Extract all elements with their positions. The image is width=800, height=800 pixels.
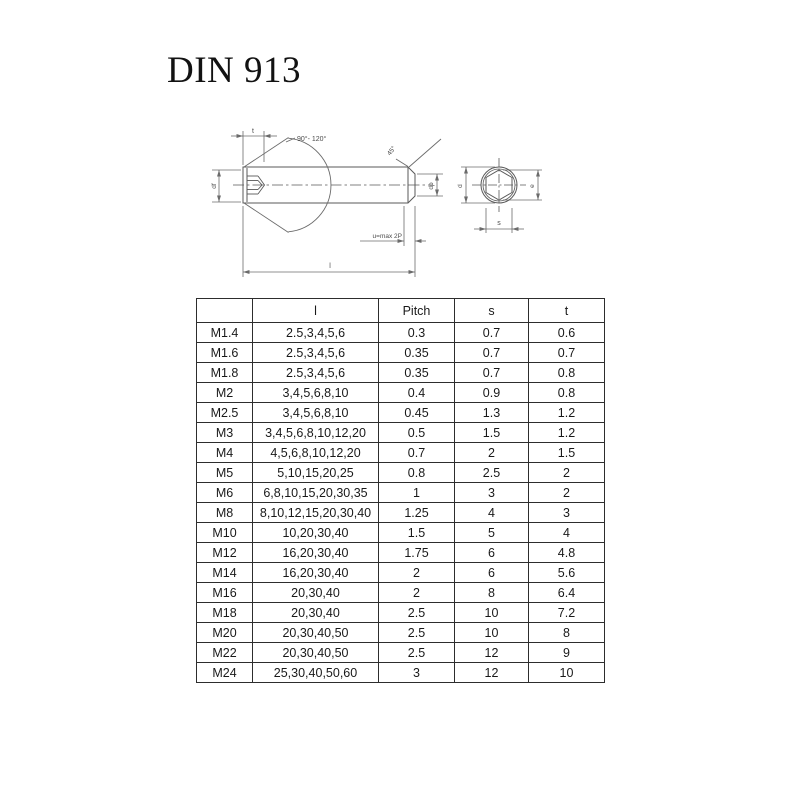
table-row <box>197 343 605 363</box>
cell-t: 0.8 <box>529 363 605 383</box>
cell-t: 3 <box>529 503 605 523</box>
cell-l: 3,4,5,6,8,10,12,20 <box>253 423 379 443</box>
header-pitch: Pitch <box>379 299 455 323</box>
table-row <box>197 583 605 603</box>
cell-s: 2 <box>455 443 529 463</box>
cell-size: M2.5 <box>197 403 253 423</box>
cell-l: 8,10,12,15,20,30,40 <box>253 503 379 523</box>
header-s: s <box>455 299 529 323</box>
chamfer-angle-label: 45° <box>386 145 398 158</box>
table-row <box>197 383 605 403</box>
cell-pitch: 1.75 <box>379 543 455 563</box>
cell-s: 0.7 <box>455 343 529 363</box>
table-row <box>197 603 605 623</box>
cell-size: M22 <box>197 643 253 663</box>
cell-s: 12 <box>455 663 529 683</box>
cell-t: 5.6 <box>529 563 605 583</box>
key-size-label: s <box>497 220 501 227</box>
cell-pitch: 0.5 <box>379 423 455 443</box>
table-row <box>197 563 605 583</box>
cell-t: 10 <box>529 663 605 683</box>
cell-t: 0.8 <box>529 383 605 403</box>
cell-size: M12 <box>197 543 253 563</box>
cell-s: 6 <box>455 543 529 563</box>
cell-l: 5,10,15,20,25 <box>253 463 379 483</box>
cell-l: 20,30,40 <box>253 583 379 603</box>
cell-pitch: 0.35 <box>379 343 455 363</box>
cell-t: 1.2 <box>529 403 605 423</box>
cell-l: 16,20,30,40 <box>253 563 379 583</box>
table-row <box>197 483 605 503</box>
cell-s: 0.7 <box>455 323 529 343</box>
cell-s: 0.7 <box>455 363 529 383</box>
cell-t: 2 <box>529 483 605 503</box>
cell-pitch: 2.5 <box>379 603 455 623</box>
cone-angle-label: 90°- 120° <box>297 136 327 143</box>
cell-pitch: 0.4 <box>379 383 455 403</box>
cell-l: 2.5,3,4,5,6 <box>253 323 379 343</box>
cell-size: M5 <box>197 463 253 483</box>
cell-s: 10 <box>455 623 529 643</box>
cell-l: 16,20,30,40 <box>253 543 379 563</box>
socket-diameter-label: df <box>211 183 218 189</box>
cell-pitch: 2 <box>379 583 455 603</box>
cell-s: 4 <box>455 503 529 523</box>
table-row <box>197 623 605 643</box>
cell-t: 6.4 <box>529 583 605 603</box>
header-size <box>197 299 253 323</box>
cell-size: M1.6 <box>197 343 253 363</box>
cell-l: 6,8,10,15,20,30,35 <box>253 483 379 503</box>
cell-l: 20,30,40,50 <box>253 643 379 663</box>
page-title: DIN 913 <box>167 50 302 91</box>
cell-s: 0.9 <box>455 383 529 403</box>
cell-pitch: 2 <box>379 563 455 583</box>
cell-size: M24 <box>197 663 253 683</box>
cell-s: 6 <box>455 563 529 583</box>
cell-l: 20,30,40 <box>253 603 379 623</box>
cell-size: M8 <box>197 503 253 523</box>
cell-size: M10 <box>197 523 253 543</box>
table-row <box>197 663 605 683</box>
cell-l: 3,4,5,6,8,10 <box>253 403 379 423</box>
table-row <box>197 323 605 343</box>
cell-t: 8 <box>529 623 605 643</box>
dimension-lines <box>212 131 542 277</box>
cell-size: M20 <box>197 623 253 643</box>
cell-pitch: 0.3 <box>379 323 455 343</box>
cell-size: M16 <box>197 583 253 603</box>
cell-s: 8 <box>455 583 529 603</box>
cell-pitch: 1.25 <box>379 503 455 523</box>
length-label: l <box>329 263 331 270</box>
cell-l: 2.5,3,4,5,6 <box>253 363 379 383</box>
header-t: t <box>529 299 605 323</box>
cell-s: 3 <box>455 483 529 503</box>
cell-l: 25,30,40,50,60 <box>253 663 379 683</box>
cell-s: 1.5 <box>455 423 529 443</box>
cell-l: 3,4,5,6,8,10 <box>253 383 379 403</box>
cell-t: 2 <box>529 463 605 483</box>
cell-l: 10,20,30,40 <box>253 523 379 543</box>
table-row <box>197 403 605 423</box>
cell-t: 7.2 <box>529 603 605 623</box>
cell-t: 0.7 <box>529 343 605 363</box>
socket-depth-label: t <box>252 128 254 135</box>
cell-pitch: 1 <box>379 483 455 503</box>
corner-width-label: e <box>529 184 536 188</box>
chamfer-angle-annotation <box>396 139 441 167</box>
cell-s: 1.3 <box>455 403 529 423</box>
cell-pitch: 2.5 <box>379 623 455 643</box>
cell-l: 20,30,40,50 <box>253 623 379 643</box>
table-row <box>197 543 605 563</box>
set-screw-side-view <box>233 167 433 203</box>
table-row <box>197 423 605 443</box>
cell-l: 4,5,6,8,10,12,20 <box>253 443 379 463</box>
cell-pitch: 0.45 <box>379 403 455 423</box>
cell-pitch: 0.8 <box>379 463 455 483</box>
cell-size: M4 <box>197 443 253 463</box>
cell-t: 0.6 <box>529 323 605 343</box>
cell-s: 2.5 <box>455 463 529 483</box>
table-row <box>197 363 605 383</box>
cell-s: 12 <box>455 643 529 663</box>
set-screw-end-view <box>472 158 526 212</box>
cell-t: 9 <box>529 643 605 663</box>
table-row <box>197 463 605 483</box>
cell-size: M3 <box>197 423 253 443</box>
point-diameter-label: dp <box>428 182 435 190</box>
cell-s: 5 <box>455 523 529 543</box>
cell-t: 4.8 <box>529 543 605 563</box>
cell-size: M14 <box>197 563 253 583</box>
cell-size: M2 <box>197 383 253 403</box>
cell-size: M1.4 <box>197 323 253 343</box>
cell-size: M18 <box>197 603 253 623</box>
cell-pitch: 2.5 <box>379 643 455 663</box>
dimension-table-header <box>197 299 605 323</box>
cell-t: 4 <box>529 523 605 543</box>
table-row <box>197 443 605 463</box>
dimension-table-body <box>197 323 605 683</box>
dimension-table <box>196 298 605 683</box>
cell-pitch: 0.7 <box>379 443 455 463</box>
cell-pitch: 1.5 <box>379 523 455 543</box>
cell-s: 10 <box>455 603 529 623</box>
table-row <box>197 523 605 543</box>
thread-diameter-label: d <box>457 184 464 188</box>
cell-size: M1.8 <box>197 363 253 383</box>
cell-t: 1.2 <box>529 423 605 443</box>
table-row <box>197 503 605 523</box>
table-row <box>197 643 605 663</box>
cell-pitch: 3 <box>379 663 455 683</box>
cell-pitch: 0.35 <box>379 363 455 383</box>
header-length: l <box>253 299 379 323</box>
cell-size: M6 <box>197 483 253 503</box>
cell-l: 2.5,3,4,5,6 <box>253 343 379 363</box>
cell-t: 1.5 <box>529 443 605 463</box>
incomplete-thread-label: u=max 2P <box>372 233 402 240</box>
